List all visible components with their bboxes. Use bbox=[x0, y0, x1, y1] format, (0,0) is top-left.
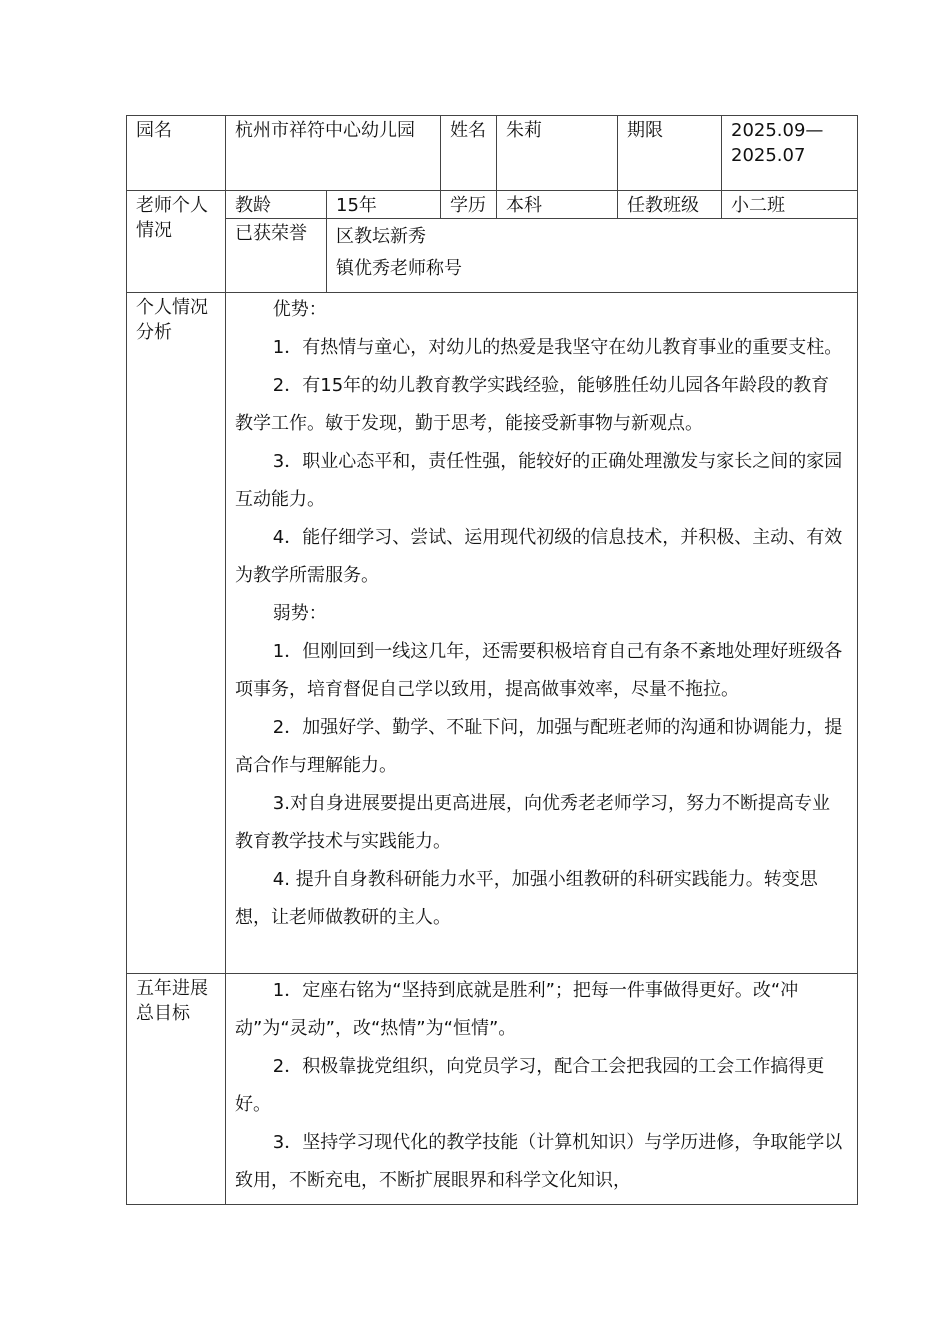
kindergarten-value: 杭州市祥符中心幼儿园 bbox=[226, 116, 441, 191]
goals-label: 五年进展总目标 bbox=[127, 974, 226, 1205]
period-value-line2: 2025.07 bbox=[731, 145, 806, 166]
analysis-paragraph: 2．加强好学、勤学、不耻下问，加强与配班老师的沟通和协调能力，提高合作与理解能力。 bbox=[235, 717, 843, 776]
teacher-plan-table bbox=[126, 115, 858, 1205]
analysis-row bbox=[127, 293, 858, 974]
goal-paragraph: 1．定座右铭为“坚持到底就是胜利”；把每一件事做得更好。改“冲动”为“灵动”，改“热情”为“恒情”。 bbox=[235, 980, 799, 1039]
goal-paragraph: 2．积极靠拢党组织，向党员学习，配合工会把我园的工会工作搞得更好。 bbox=[235, 1056, 825, 1115]
teaching-years-value: 15年 bbox=[327, 191, 441, 219]
personal-info-row bbox=[127, 191, 858, 219]
analysis-paragraph: 优势： bbox=[272, 299, 327, 320]
analysis-paragraph: 2．有15年的幼儿教育教学实践经验，能够胜任幼儿园各年龄段的教育教学工作。敏于发现，勤于思考，能接受新事物与新观点。 bbox=[235, 375, 830, 434]
analysis-paragraph: 1．但刚回到一线这几年，还需要积极培育自己有条不紊地处理好班级各项事务，培育督促自己学以致用，提高做事效率，尽量不拖拉。 bbox=[235, 641, 843, 700]
analysis-paragraph: 4．能仔细学习、尝试、运用现代初级的信息技术，并积极、主动、有效为教学所需服务。 bbox=[235, 527, 843, 586]
period-label: 期限 bbox=[618, 116, 722, 191]
kindergarten-label: 园名 bbox=[127, 116, 226, 191]
analysis-content bbox=[226, 293, 858, 974]
analysis-paragraph: 3.对自身进展要提出更高进展，向优秀老老师学习，努力不断提高专业教育教学技术与实践能力。 bbox=[235, 793, 830, 852]
analysis-paragraph: 弱势： bbox=[272, 603, 327, 624]
period-value-line1: 2025.09— bbox=[731, 120, 824, 141]
honors-row bbox=[127, 219, 858, 293]
analysis-paragraph: 3．职业心态平和，责任性强，能较好的正确处理激发与家长之间的家园互动能力。 bbox=[235, 451, 843, 510]
personal-info-label: 老师个人情况 bbox=[127, 191, 226, 293]
header-row bbox=[127, 116, 858, 191]
honor-item: 区教坛新秀 bbox=[336, 226, 426, 247]
honor-item: 镇优秀老师称号 bbox=[336, 258, 462, 279]
education-label: 学历 bbox=[441, 191, 497, 219]
education-value: 本科 bbox=[497, 191, 618, 219]
goal-paragraph: 3．坚持学习现代化的教学技能（计算机知识）与学历进修，争取能学以致用，不断充电，不断扩展眼界和科学文化知识， bbox=[235, 1132, 843, 1191]
class-label: 任教班级 bbox=[618, 191, 722, 219]
analysis-paragraph: 4. 提升自身教科研能力水平，加强小组教研的科研实践能力。转变思想，让老师做教研的主人。 bbox=[235, 869, 818, 928]
analysis-label: 个人情况分析 bbox=[127, 293, 226, 974]
class-value: 小二班 bbox=[722, 191, 858, 219]
name-label: 姓名 bbox=[441, 116, 497, 191]
teaching-years-label: 教龄 bbox=[226, 191, 327, 219]
honors-value bbox=[327, 219, 858, 293]
honors-label: 已获荣誉 bbox=[226, 219, 327, 293]
name-value: 朱莉 bbox=[497, 116, 618, 191]
analysis-paragraph: 1．有热情与童心，对幼儿的热爱是我坚守在幼儿教育事业的重要支柱。 bbox=[272, 337, 843, 358]
period-value bbox=[722, 116, 858, 191]
goals-row bbox=[127, 974, 858, 1205]
goals-content bbox=[226, 974, 858, 1205]
